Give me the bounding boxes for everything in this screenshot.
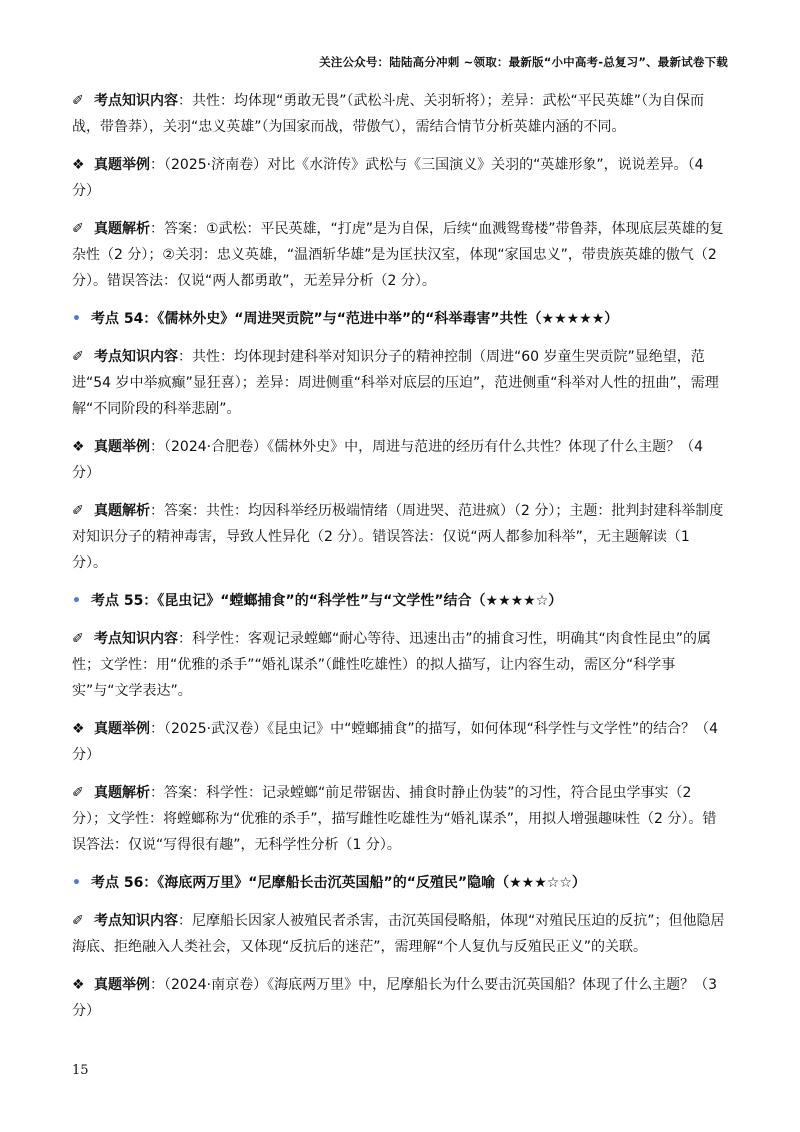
- diamond-icon: ❖: [72, 721, 85, 737]
- pencil-icon: ✐: [72, 913, 84, 929]
- knowledge-content-label: 考点知识内容: [94, 349, 178, 365]
- exam-example-label: 真题举例: [94, 721, 150, 737]
- exam-analysis-label: 真题解析: [94, 221, 150, 237]
- exam-analysis-text: ：答案：科学性：记录螳螂“前足带锯齿、捕食时静止伪装”的习性，符合昆虫学事实（2 分）；文学性：将螳螂称为“优雅的杀手”，描写雌性吃雄性为“婚礼谋杀”，用拟人增强趣味性（2 分）。错误答法：仅说“写得很有趣”，无科学性分析（1 分）。: [72, 785, 717, 853]
- exam-example-block: [72, 716, 728, 768]
- exam-example-label: 真题举例: [94, 439, 150, 455]
- section-heading-text: 考点 54：《儒林外史》“周进哭贡院”与“范进中举”的“科举毒害”共性（★★★★★）: [90, 311, 619, 327]
- knowledge-content-block: [72, 88, 728, 140]
- pen-icon: ✐: [72, 221, 84, 237]
- pencil-icon: ✐: [72, 349, 84, 365]
- section-heading-text: 考点 56：《海底两万里》“尼摩船长击沉英国船”的“反殖民”隐喻（★★★☆☆）: [90, 875, 586, 891]
- document-body: [72, 88, 728, 1036]
- knowledge-content-text: ：科学性：客观记录螳螂“耐心等待、迅速出击”的捕食习性，明确其“肉食性昆虫”的属性；文学性：用“优雅的杀手”“婚礼谋杀”（雌性吃雄性）的拟人描写，让内容生动，需区分“科学事实”与“文学表达”。: [72, 631, 712, 699]
- knowledge-content-text: ：尼摩船长因家人被殖民者杀害，击沉英国侵略船，体现“对殖民压迫的反抗”；但他隐居海底、拒绝融入人类社会，又体现“反抗后的迷茫”，需理解“个人复仇与反殖民正义”的关联。: [72, 913, 725, 955]
- exam-example-block: [72, 972, 728, 1024]
- exam-example-label: 真题举例: [94, 157, 150, 173]
- knowledge-content-block: [72, 626, 728, 704]
- knowledge-content-block: [72, 908, 728, 960]
- exam-example-label: 真题举例: [94, 977, 150, 993]
- pencil-icon: ✐: [72, 93, 84, 109]
- bullet-icon: •: [72, 593, 81, 609]
- exam-analysis-text: ：答案：共性：均因科举经历极端情绪（周进哭、范进疯）（2 分）；主题：批判封建科举制度对知识分子的精神毒害，导致人性异化（2 分）。错误答法：仅说“两人都参加科举”，无主题解读（1 分）。: [72, 503, 724, 571]
- knowledge-content-label: 考点知识内容: [94, 631, 178, 647]
- exam-analysis-block: [72, 216, 728, 294]
- section-heading-54: [72, 306, 728, 332]
- pen-icon: ✐: [72, 785, 84, 801]
- pen-icon: ✐: [72, 503, 84, 519]
- diamond-icon: ❖: [72, 157, 85, 173]
- knowledge-content-text: ：共性：均体现“勇敢无畏”（武松斗虎、关羽斩将）；差异：武松“平民英雄”（为自保而战，带鲁莽），关羽“忠义英雄”（为国家而战，带傲气），需结合情节分析英雄内涵的不同。: [72, 93, 705, 135]
- exam-example-text: ：（2025·武汉卷）《昆虫记》中“螳螂捕食”的描写，如何体现“科学性与文学性”的结合？（4 分）: [72, 721, 718, 763]
- page-number: 15: [72, 1063, 89, 1078]
- exam-example-text: ：（2024·南京卷）《海底两万里》中，尼摩船长为什么要击沉英国船？体现了什么主题？（3 分）: [72, 977, 717, 1019]
- exam-example-block: [72, 152, 728, 204]
- bullet-icon: •: [72, 311, 81, 327]
- exam-example-block: [72, 434, 728, 486]
- section-heading-56: [72, 870, 728, 896]
- exam-example-text: ：（2024·合肥卷）《儒林外史》中，周进与范进的经历有什么共性？体现了什么主题？（4 分）: [72, 439, 703, 481]
- knowledge-content-label: 考点知识内容: [94, 913, 178, 929]
- knowledge-content-block: [72, 344, 728, 422]
- exam-analysis-block: [72, 780, 728, 858]
- section-heading-55: [72, 588, 728, 614]
- exam-analysis-text: ：答案：①武松：平民英雄，“打虎”是为自保，后续“血溅鸳鸯楼”带鲁莽，体现底层英雄的复杂性（2 分）；②关羽：忠义英雄，“温酒斩华雄”是为匡扶汉室，体现“家国忠义”，带贵族英雄的傲气（2 分）。错误答法：仅说“两人都勇敢”，无差异分析（2 分）。: [72, 221, 724, 289]
- section-heading-text: 考点 55：《昆虫记》“螳螂捕食”的“科学性”与“文学性”结合（★★★★☆）: [90, 593, 563, 609]
- knowledge-content-label: 考点知识内容: [94, 93, 178, 109]
- diamond-icon: ❖: [72, 977, 85, 993]
- exam-analysis-block: [72, 498, 728, 576]
- bullet-icon: •: [72, 875, 81, 891]
- diamond-icon: ❖: [72, 439, 85, 455]
- exam-analysis-label: 真题解析: [94, 785, 150, 801]
- exam-analysis-label: 真题解析: [94, 503, 150, 519]
- page-header: 关注公众号：陆陆高分冲刺 ~领取：最新版“小中高考-总复习”、最新试卷下载: [319, 55, 728, 69]
- pencil-icon: ✐: [72, 631, 84, 647]
- knowledge-content-text: ：共性：均体现封建科举对知识分子的精神控制（周进“60 岁童生哭贡院”显绝望，范进“54 岁中举疯癫”显狂喜）；差异：周进侧重“科举对底层的压迫”，范进侧重“科举对人性的扭曲”，需理解“不同阶段的科举悲剧”。: [72, 349, 719, 417]
- exam-example-text: ：（2025·济南卷）对比《水浒传》武松与《三国演义》关羽的“英雄形象”，说说差异。（4 分）: [72, 157, 704, 199]
